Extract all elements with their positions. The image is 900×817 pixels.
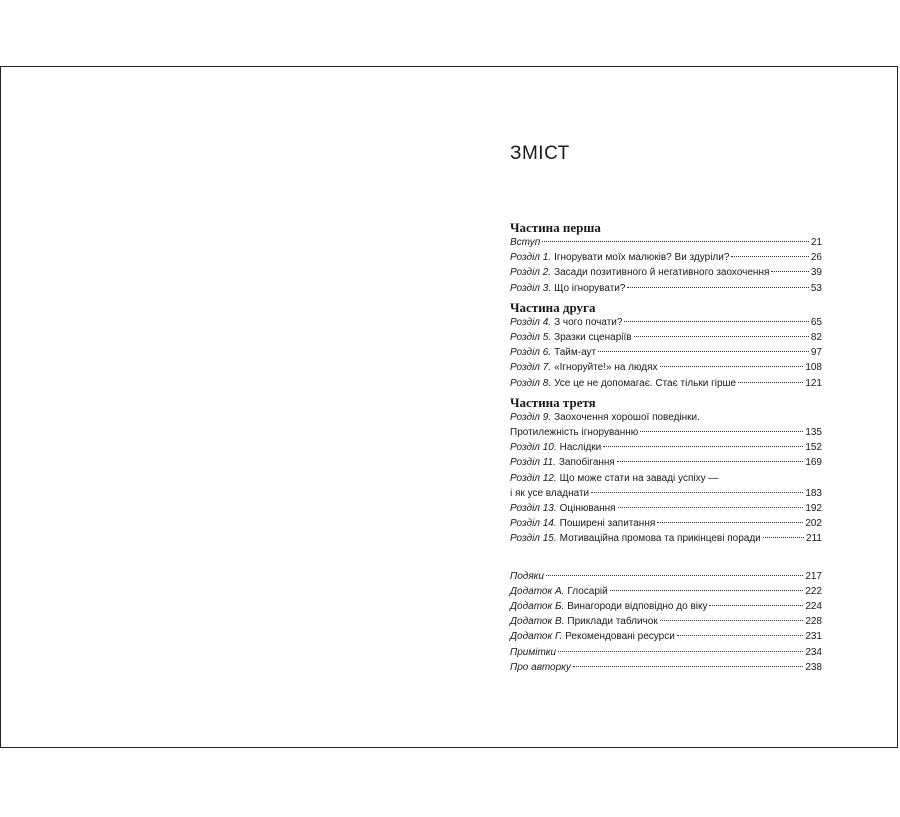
part-heading: Частина друга (510, 299, 596, 315)
toc-entry (510, 471, 822, 486)
entry-title: Поширені запитання (559, 518, 656, 530)
entry-label: Примітки (510, 646, 557, 658)
page-number: 224 (805, 601, 822, 613)
page-number: 211 (806, 533, 822, 545)
entry-label: Подяки (510, 570, 544, 582)
page-number: 231 (805, 631, 822, 643)
section-gap (510, 547, 822, 569)
page-number: 108 (805, 362, 822, 374)
toc-entry (510, 345, 822, 360)
toc-entry (510, 501, 822, 516)
entry-title: Запобігання (558, 457, 615, 469)
dot-leader (624, 321, 808, 322)
entry-label: Розділ 3. (510, 282, 552, 294)
page-number: 26 (810, 252, 822, 264)
dot-leader (610, 590, 804, 591)
toc-entry (510, 315, 822, 330)
toc-entry (510, 516, 822, 531)
page-number: 183 (805, 487, 822, 499)
dot-leader (573, 666, 803, 667)
toc-entry (510, 614, 822, 629)
dot-leader (677, 635, 803, 636)
entry-title-continuation: і як усе владнати (510, 487, 590, 499)
toc-entry (510, 455, 822, 470)
entry-label: Розділ 10. (510, 442, 557, 454)
dot-leader (738, 382, 803, 383)
entry-title: Винагороди відповідно до віку (567, 601, 708, 613)
dot-leader (634, 336, 809, 337)
entry-label: Розділ 11. (510, 457, 556, 469)
toc-entry (510, 584, 822, 599)
page-number: 169 (805, 457, 822, 469)
toc-entry-continuation (510, 425, 822, 440)
toc-entry (510, 629, 822, 644)
dot-leader (660, 366, 804, 367)
entry-label: Додаток В. (510, 616, 565, 628)
dot-leader (640, 431, 803, 432)
entry-title: Заохочення хорошої поведінки. (554, 411, 700, 423)
dot-leader (546, 575, 803, 576)
toc-entry (510, 645, 822, 660)
entry-title: Мотиваційна промова та прикінцеві поради (559, 533, 761, 545)
page-number: 53 (810, 282, 822, 294)
page-number: 39 (810, 267, 822, 279)
entry-label: Розділ 9. (510, 411, 552, 423)
table-of-contents (510, 220, 822, 675)
toc-entry-continuation (510, 486, 822, 501)
entry-title: Приклади табличок (567, 616, 658, 628)
entry-label: Розділ 15. (510, 533, 557, 545)
toc-entry (510, 376, 822, 391)
entry-label: Вступ (510, 237, 541, 248)
entry-title: Наслідки (559, 442, 602, 454)
page-number: 192 (805, 503, 822, 515)
page-number: 121 (805, 377, 822, 389)
entry-label: Розділ 14. (510, 518, 557, 530)
toc-entry (510, 440, 822, 455)
dot-leader (763, 537, 804, 538)
entry-label: Розділ 7. (510, 362, 552, 374)
entry-title: Усе це не допомагає. Стає тільки гірше (554, 377, 737, 389)
entry-title: Ігнорувати моїх малюків? Ви здуріли? (554, 252, 730, 264)
toc-entry (510, 569, 822, 584)
entry-label: Розділ 2. (510, 267, 552, 279)
entry-title: Що може стати на заваді успіху — (559, 472, 719, 484)
toc-entry (510, 360, 822, 375)
toc-entry (510, 410, 822, 425)
page-number: 152 (805, 442, 822, 454)
page-number: 97 (810, 347, 822, 359)
entry-title-continuation: Протилежність ігноруванню (510, 427, 639, 439)
entry-label: Про авторку (510, 661, 571, 673)
entry-title: Рекомендовані ресурси (565, 631, 675, 643)
page-title: ЗМІСТ (510, 143, 570, 164)
entry-title: Що ігнорувати? (554, 282, 626, 294)
entry-label: Додаток А. (510, 585, 565, 597)
entry-label: Додаток Г. (510, 631, 563, 643)
dot-leader (558, 651, 803, 652)
page-number: 202 (805, 518, 822, 530)
dot-leader (731, 256, 808, 257)
entry-title: Оцінювання (559, 503, 616, 515)
toc-entry (510, 531, 822, 546)
entry-title: Зразки сценаріїв (554, 332, 632, 344)
dot-leader (660, 620, 804, 621)
page-number: 228 (805, 616, 822, 628)
entry-label: Розділ 4. (510, 316, 552, 328)
dot-leader (627, 287, 808, 288)
entry-label: Додаток Б. (510, 601, 565, 613)
toc-entry (510, 281, 822, 296)
dot-leader (598, 351, 809, 352)
toc-entry (510, 235, 822, 250)
page-number: 135 (805, 427, 822, 439)
dot-leader (709, 605, 803, 606)
page-number: 238 (805, 661, 822, 673)
page-number: 65 (810, 316, 822, 328)
entry-title: З чого почати? (554, 316, 623, 328)
dot-leader (603, 446, 803, 447)
entry-title: Глосарій (567, 585, 608, 597)
entry-label: Розділ 6. (510, 347, 552, 359)
toc-entry (510, 250, 822, 265)
toc-entry (510, 330, 822, 345)
entry-label: Розділ 5. (510, 332, 552, 344)
dot-leader (591, 492, 803, 493)
part-heading: Частина перша (510, 220, 601, 235)
toc-entry (510, 660, 822, 675)
toc-entry (510, 265, 822, 280)
toc-entry (510, 599, 822, 614)
entry-label: Розділ 1. (510, 252, 552, 264)
dot-leader (771, 271, 808, 272)
page-number: 82 (810, 332, 822, 344)
entry-title: «Ігноруйте!» на людях (554, 362, 658, 374)
entry-label: Розділ 12. (510, 472, 557, 484)
dot-leader (657, 522, 803, 523)
entry-title: Тайм-аут (554, 347, 597, 359)
page-number: 217 (805, 570, 822, 582)
entry-title: Засади позитивного й негативного заохочення (554, 267, 770, 279)
entry-label: Розділ 8. (510, 377, 552, 389)
page-number: 222 (805, 585, 822, 597)
part-heading: Частина третя (510, 394, 596, 410)
page-number: 234 (805, 646, 822, 658)
dot-leader (542, 241, 809, 242)
dot-leader (618, 507, 804, 508)
dot-leader (617, 461, 803, 462)
entry-label: Розділ 13. (510, 503, 557, 515)
page-number: 21 (810, 237, 822, 248)
